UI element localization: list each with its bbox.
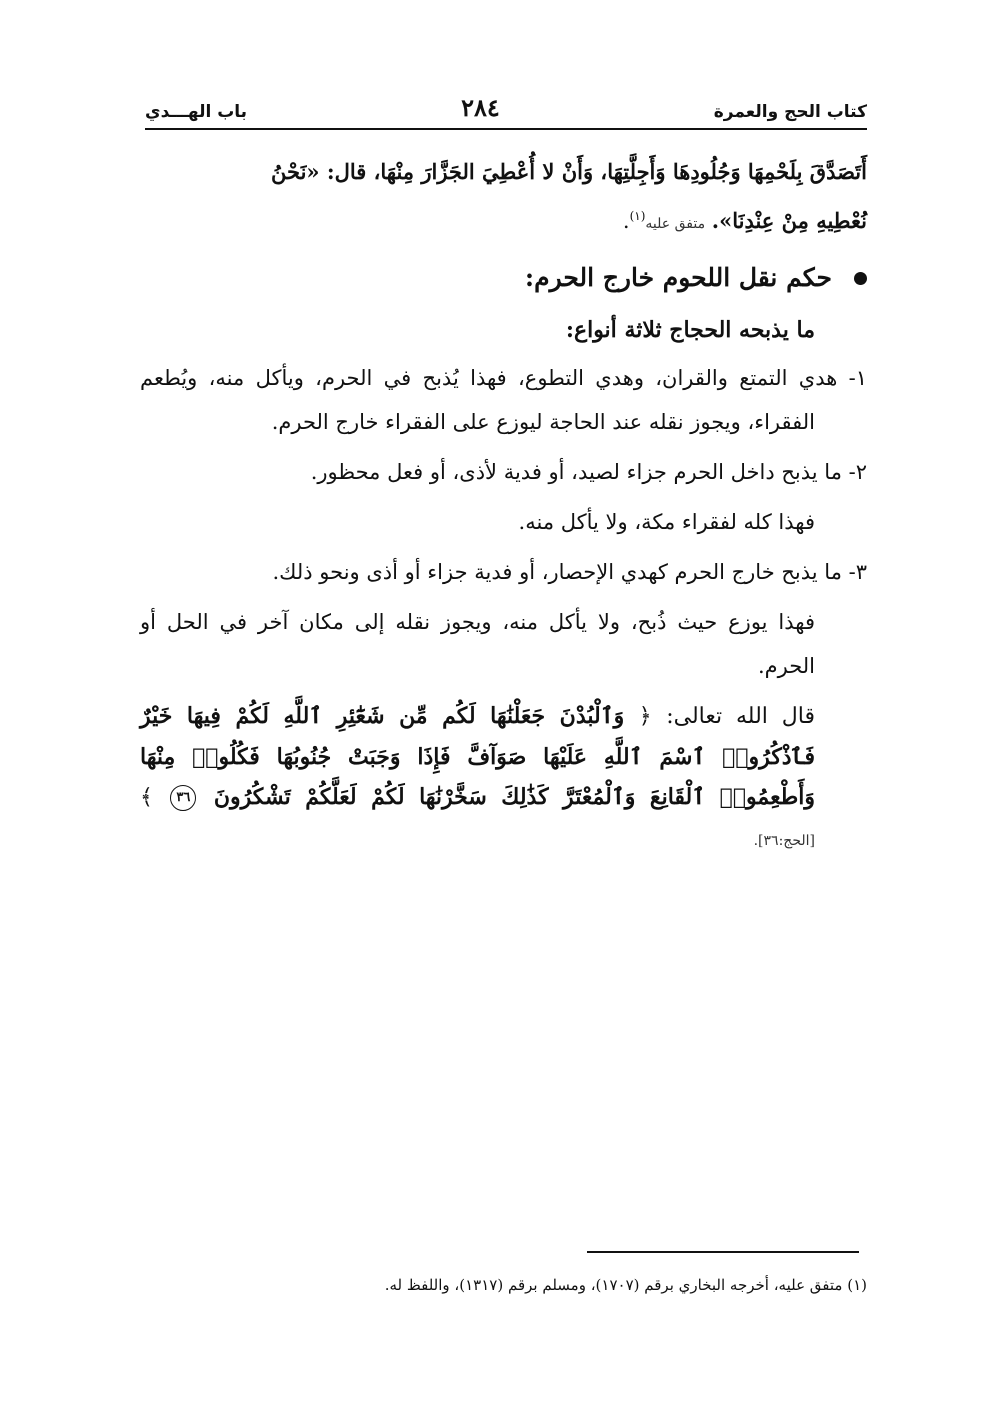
list-item-3: ٣- ما يذبح خارج الحرم كهدي الإحصار، أو فدية جزاء أو أذى ونحو ذلك.	[272, 560, 867, 584]
hadith-line-2	[140, 194, 867, 246]
main-text	[140, 150, 867, 861]
quran-verse: وَٱلْبُدْنَ جَعَلْنَٰهَا لَكُم مِّن شَعَٰٓئِرِ ٱللَّهِ لَكُمْ فِيهَا خَيْرٌ فَٱذْكُرُوا۟ ٱسْمَ ٱللَّهِ عَلَيْهَا صَوَآفَّ فَإِذَا وَجَبَتْ جُنُوبُهَا فَكُلُوا۟ مِنْهَا وَأَطْعِمُوا۟ ٱلْقَانِعَ وَٱلْمُعْتَرَّ كَذَٰلِكَ سَخَّرْنَٰهَا لَكُمْ لَعَلَّكُمْ تَشْكُرُونَ	[140, 703, 815, 810]
footnote: (١) متفق عليه، أخرجه البخاري برقم (١٧٠٧)، ومسلم برقم (١٣١٧)، واللفظ له.	[384, 1276, 867, 1294]
ayah-number-badge: ٣٦	[170, 785, 196, 811]
section-heading	[140, 252, 867, 304]
hadith-end-text: نُعْطِيهِ مِنْ عِنْدِنَا».	[711, 208, 867, 233]
sentence-end: .	[622, 209, 630, 233]
list-item-1: ١- هدي التمتع والقران، وهدي التطوع، فهذا يُذبح في الحرم، ويأكل منه، ويُطعم الفقراء، ويجوز نقله عند الحاجة ليوزع على الفقراء خارج الحرم.	[140, 366, 867, 434]
chapter-title: باب الهـــدي	[145, 102, 248, 122]
page-number: ٢٨٤	[461, 93, 500, 122]
book-title: كتاب الحج والعمرة	[713, 102, 867, 122]
ornate-bracket-open: ﴿	[638, 704, 652, 729]
section-subtitle: ما يذبحه الحجاج ثلاثة أنواع:	[565, 317, 815, 343]
verse-reference: [الحج:٣٦].	[753, 833, 815, 849]
list-item-3-note: فهذا يوزع حيث ذُبح، ولا يأكل منه، ويجوز نقله إلى مكان آخر في الحل أو الحرم.	[140, 610, 815, 678]
quran-lead: قال الله تعالى:	[666, 704, 815, 729]
running-header	[145, 93, 867, 130]
footnote-marker: (١)	[629, 209, 646, 223]
bullet-icon	[854, 272, 867, 285]
section-title: حكم نقل اللحوم خارج الحرم:	[524, 263, 832, 292]
quran-citation	[140, 696, 867, 861]
list-item-2: ٢- ما يذبح داخل الحرم جزاء لصيد، أو فدية لأذى، أو فعل محظور.	[310, 460, 867, 484]
agreed-label: متفق عليه	[645, 216, 706, 232]
footnote-divider	[587, 1251, 859, 1253]
list-item-2-note: فهذا كله لفقراء مكة، ولا يأكل منه.	[518, 510, 815, 534]
ornate-bracket-close: ﴾	[140, 785, 153, 810]
hadith-line-1: أَتَصَدَّقَ بِلَحْمِهَا وَجُلُودِهَا وَأَجِلَّتِهَا، وَأَنْ لا أُعْطِيَ الجَزَّارَ مِنْهَا، قال: «نَحْنُ	[271, 159, 867, 184]
